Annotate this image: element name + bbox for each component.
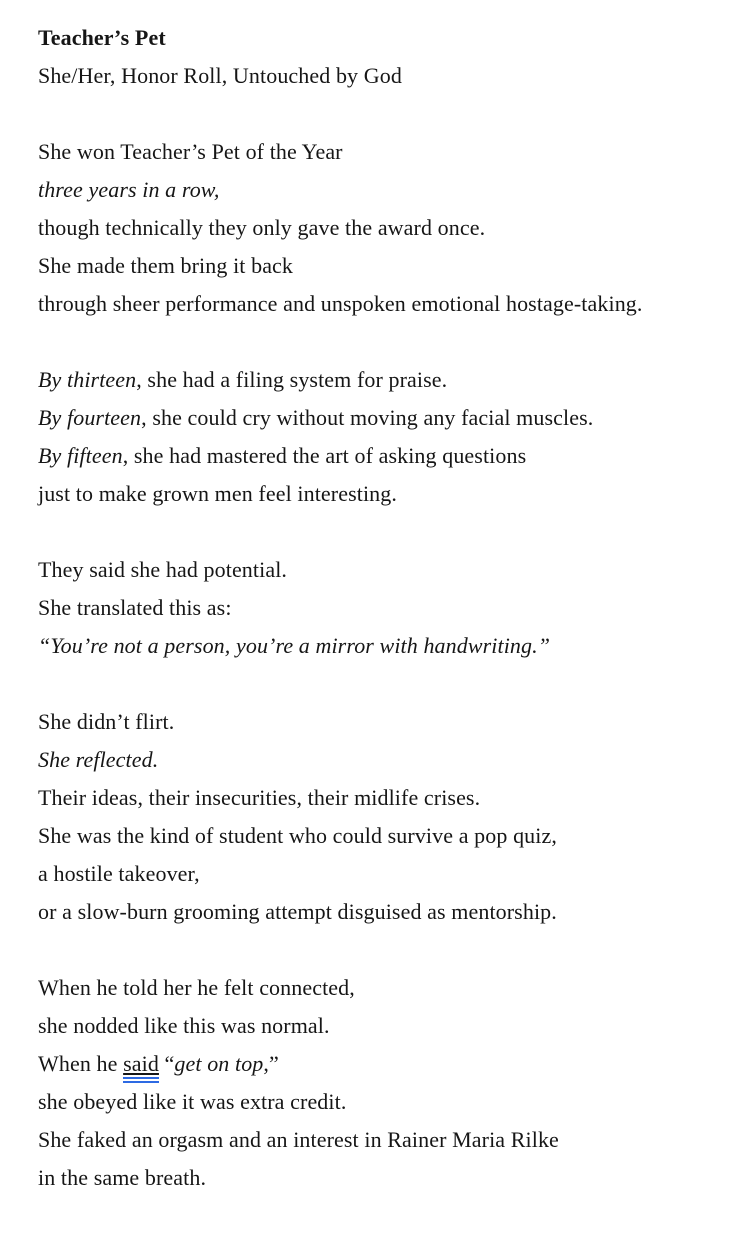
text-segment: just to make grown men feel interesting. (38, 481, 397, 506)
text-segment: She faked an orgasm and an interest in Rainer Maria Rilke (38, 1127, 559, 1152)
text-segment: Their ideas, their insecurities, their midlife crises. (38, 785, 481, 810)
poem-stanza (38, 133, 720, 323)
poem-line (38, 817, 720, 855)
text-segment: she obeyed like it was extra credit. (38, 1089, 347, 1114)
poem-line (38, 741, 720, 779)
poem-line (38, 703, 720, 741)
poem-line (38, 285, 720, 323)
text-segment: She didn’t flirt. (38, 709, 175, 734)
italic-text-segment: three years in a row, (38, 177, 220, 202)
poem-line (38, 171, 720, 209)
poem-stanza (38, 361, 720, 513)
text-segment: When he told her he felt connected, (38, 975, 355, 1000)
poem-line (38, 969, 720, 1007)
poem-stanza (38, 551, 720, 665)
poem-line (38, 551, 720, 589)
text-segment: She was the kind of student who could survive a pop quiz, (38, 823, 557, 848)
poem-line (38, 589, 720, 627)
grammar-flagged-word[interactable]: said (123, 1051, 159, 1083)
italic-text-segment: By fourteen (38, 405, 142, 430)
poem-line (38, 627, 720, 665)
italic-text-segment: “You’re not a person, you’re a mirror with handwriting.” (38, 633, 551, 658)
poem-line (38, 209, 720, 247)
poem-line (38, 399, 720, 437)
italic-text-segment: She reflected. (38, 747, 159, 772)
poem-line (38, 779, 720, 817)
poem-line (38, 133, 720, 171)
poem-line (38, 437, 720, 475)
poem-line (38, 1045, 720, 1083)
poem-line (38, 1083, 720, 1121)
italic-text-segment: By thirteen (38, 367, 137, 392)
poem-line (38, 1007, 720, 1045)
text-segment: in the same breath. (38, 1165, 207, 1190)
poem-title: Teacher’s Pet (38, 25, 166, 50)
text-segment: When he (38, 1051, 124, 1076)
text-segment: She made them bring it back (38, 253, 294, 278)
text-segment: They said she had potential. (38, 557, 288, 582)
text-segment: , she had a filing system for praise. (136, 367, 448, 392)
text-segment: ,” (263, 1051, 279, 1076)
italic-text-segment: By fifteen (38, 443, 123, 468)
poem-stanza (38, 703, 720, 931)
text-segment: “ (158, 1051, 175, 1076)
text-segment: a hostile takeover, (38, 861, 200, 886)
text-segment: or a slow-burn grooming attempt disguised as mentorship. (38, 899, 557, 924)
text-segment: She won Teacher’s Pet of the Year (38, 139, 343, 164)
poem-line (38, 247, 720, 285)
poem-subtitle: She/Her, Honor Roll, Untouched by God (38, 63, 402, 88)
poem-line (38, 361, 720, 399)
text-segment: , she could cry without moving any facial muscles. (141, 405, 594, 430)
text-segment: through sheer performance and unspoken emotional hostage-taking. (38, 291, 643, 316)
poem-line (38, 1159, 720, 1197)
poem-line (38, 893, 720, 931)
poem-stanza (38, 969, 720, 1197)
poem-line (38, 855, 720, 893)
poem-line (38, 475, 720, 513)
poem-body (38, 133, 720, 1197)
poem-line (38, 1121, 720, 1159)
text-segment: , she had mastered the art of asking questions (122, 443, 527, 468)
italic-text-segment: get on top (174, 1051, 264, 1076)
text-segment: She translated this as: (38, 595, 232, 620)
text-segment: she nodded like this was normal. (38, 1013, 330, 1038)
text-segment: though technically they only gave the award once. (38, 215, 486, 240)
